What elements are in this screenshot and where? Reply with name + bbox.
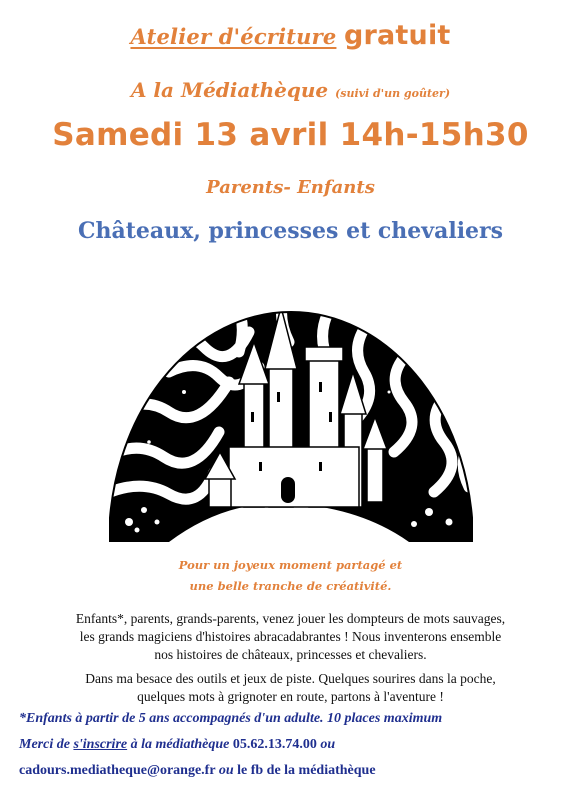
workshop-label: Atelier d'écriture [130,24,337,49]
paragraph-line: quelques mots à grignoter en route, partons à l'aventure ! [137,689,444,704]
description-paragraph-2 [0,670,581,706]
or-text: ou [316,737,336,752]
snack-note: (suivi d'un goûter) [335,87,451,100]
castle-illustration-icon [109,272,473,542]
workshop-title [0,20,581,51]
theme-title: Châteaux, princesses et chevaliers [77,218,504,244]
audience: Parents- Enfants [206,177,375,198]
register-suffix: à la médiathèque [127,737,233,752]
age-note: *Enfants à partir de 5 ans accompagnés d'un adulte. 10 places maximum [19,711,443,726]
free-label: gratuit [343,20,451,51]
venue: A la Médiathèque [130,78,329,102]
description-paragraph-1 [0,610,581,664]
tagline-line-1: Pour un joyeux moment partagé et [178,558,403,572]
paragraph-line: Enfants*, parents, grands-parents, venez jouer les dompteurs de mots sauvages, [75,611,506,626]
register-prefix: Merci de [19,737,74,752]
register-link[interactable]: s'inscrire [73,737,128,752]
contact-line [19,763,376,779]
tagline-line-2: une belle tranche de créativité. [189,579,392,593]
venue-line [0,78,581,102]
or-text-2: ou [218,763,234,778]
phone-number[interactable]: 05.62.13.74.00 [232,737,317,752]
paragraph-line: Dans ma besace des outils et jeux de piste. Quelques sourires dans la poche, [85,671,496,686]
facebook-link[interactable]: le fb de la médiathèque [237,763,376,778]
event-datetime: Samedi 13 avril 14h-15h30 [52,117,529,153]
email-address[interactable]: cadours.mediatheque@orange.fr [19,763,216,778]
registration-line [19,737,335,753]
paragraph-line: les grands magiciens d'histoires abracadabrantes ! Nous inventerons ensemble [79,629,502,644]
paragraph-line: nos histoires de châteaux, princesses et chevaliers. [154,647,427,662]
